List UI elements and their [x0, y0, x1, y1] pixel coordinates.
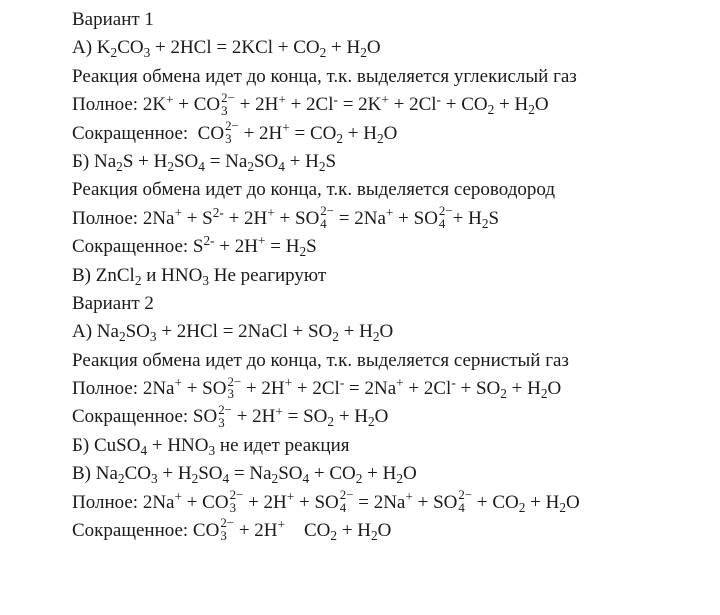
text-line	[72, 148, 712, 176]
text-segment: S	[306, 236, 317, 258]
superscript: -	[436, 91, 441, 107]
text-segment: + H	[362, 463, 397, 485]
ion-charge-index	[458, 489, 472, 515]
text-segment: А) Na	[72, 321, 119, 343]
text-line	[72, 403, 712, 431]
subscript: 2	[360, 45, 367, 61]
text-line	[72, 489, 712, 517]
text-segment: SO	[253, 150, 279, 172]
text-segment: CO	[124, 463, 151, 485]
text-segment: + H	[525, 491, 560, 513]
text-line	[72, 460, 712, 488]
subscript: 2	[299, 244, 307, 260]
text-segment: Вариант 2	[72, 292, 154, 314]
subscript: 3	[149, 329, 157, 345]
ion-index: 3	[227, 386, 234, 402]
superscript: +	[267, 205, 275, 221]
text-segment: + CO	[440, 94, 488, 116]
text-segment: = 2Na	[344, 378, 397, 400]
superscript: +	[282, 119, 290, 135]
subscript: 4	[278, 158, 285, 174]
text-line	[72, 290, 712, 318]
text-segment: не идет реакция	[215, 434, 350, 456]
text-segment: + H	[337, 520, 371, 542]
superscript: -	[451, 375, 456, 391]
superscript: +	[284, 375, 293, 391]
text-line	[72, 63, 712, 91]
text-segment: + 2Cl	[285, 94, 334, 116]
text-segment: = Na	[229, 463, 272, 485]
text-segment: + SO	[274, 207, 320, 229]
text-segment: + H	[338, 321, 373, 343]
text-segment: Б) CuSO	[72, 434, 141, 456]
text-segment: O	[403, 463, 417, 485]
text-segment: + 2H	[241, 378, 285, 400]
text-segment: O	[374, 406, 389, 428]
text-segment: O	[534, 94, 549, 116]
ion-charge-index	[230, 489, 244, 515]
text-segment: Полное: 2K	[72, 94, 167, 116]
text-segment: + H	[157, 463, 192, 485]
text-segment: + 2H	[214, 236, 259, 258]
text-segment: S	[325, 150, 337, 172]
ion-charge-index	[221, 89, 235, 118]
ion-index: 4	[458, 500, 465, 515]
text-segment: = 2K	[337, 94, 382, 116]
superscript: +	[278, 91, 286, 107]
subscript: 4	[302, 471, 310, 487]
text-segment: Вариант 1	[72, 9, 154, 30]
text-line	[72, 432, 712, 460]
text-segment: O	[547, 378, 562, 400]
text-segment: Сокращенное: CO	[72, 520, 220, 542]
superscript: -	[333, 91, 338, 107]
text-segment: Полное: 2Na	[72, 491, 175, 513]
text-segment: + H	[452, 207, 482, 229]
ion-charge: 2−	[339, 487, 354, 503]
text-line	[72, 34, 712, 62]
subscript: 2	[481, 215, 489, 231]
text-segment: Сокращенное: SO	[72, 406, 218, 428]
text-segment: = SO	[282, 406, 328, 428]
text-segment: Реакция обмена идет до конца, т.к. выделяется сероводород	[72, 179, 556, 201]
ion-index: 4	[339, 500, 347, 515]
subscript: 2	[191, 471, 199, 487]
text-segment: = Na	[204, 150, 248, 172]
subscript: 2	[117, 471, 125, 487]
document-body	[72, 6, 712, 545]
text-line	[72, 262, 712, 290]
ion-charge: 2−	[218, 401, 232, 417]
text-segment: + HNO	[147, 434, 209, 456]
text-line	[72, 318, 712, 346]
text-segment: + 2Cl	[388, 94, 437, 116]
text-segment: = H	[265, 236, 300, 258]
ion-charge: 2−	[320, 203, 335, 219]
ion-charge: 2−	[227, 373, 242, 389]
text-segment: Сокращенное: CO	[72, 122, 225, 144]
text-segment: + SO	[412, 491, 458, 513]
text-segment: + SO	[393, 207, 438, 229]
subscript: 2	[318, 158, 326, 174]
superscript: +	[174, 489, 182, 504]
text-segment: + CO	[472, 491, 519, 513]
text-segment: В) Na	[72, 463, 118, 485]
ion-charge: 2−	[458, 487, 473, 503]
superscript: +	[174, 375, 182, 391]
subscript: 2	[332, 329, 339, 345]
text-segment: Полное: 2Na	[72, 378, 175, 400]
superscript: +	[286, 489, 295, 504]
text-segment: O	[383, 122, 398, 144]
text-line	[72, 347, 712, 375]
text-segment: Сокращенное: S	[72, 236, 204, 258]
subscript: 2	[528, 102, 535, 118]
subscript: 2	[371, 528, 378, 544]
ion-index: 4	[438, 216, 446, 232]
subscript: 2	[540, 386, 548, 402]
text-segment: = 2Na	[334, 207, 386, 229]
superscript: 2-	[203, 233, 215, 249]
superscript: -	[339, 375, 345, 391]
text-segment: O	[379, 321, 394, 343]
ion-charge: 2−	[225, 118, 239, 133]
text-segment: Б) Na	[72, 150, 117, 172]
text-segment: O	[565, 491, 580, 513]
superscript: +	[258, 233, 266, 249]
text-segment: SO	[173, 150, 199, 172]
text-segment: + 2HCl = 2KCl + CO	[150, 37, 320, 59]
ion-index: 4	[320, 216, 327, 232]
text-segment: + H	[343, 122, 377, 144]
text-segment: Реакция обмена идет до конца, т.к. выделяется сернистый газ	[72, 349, 569, 371]
subscript: 2	[336, 130, 344, 146]
ion-charge-index	[225, 120, 239, 146]
subscript: 2	[559, 499, 566, 515]
subscript: 3	[150, 471, 158, 487]
subscript: 3	[202, 272, 209, 288]
text-segment: SO	[278, 463, 303, 485]
ion-index: 3	[218, 414, 225, 430]
ion-index: 3	[221, 102, 228, 118]
text-segment: S	[488, 207, 500, 229]
subscript: 2	[368, 414, 375, 430]
ion-charge-index	[320, 205, 334, 231]
text-line	[72, 517, 712, 545]
text-segment: + SO	[455, 378, 501, 400]
text-line	[72, 6, 712, 34]
ion-index: 3	[225, 130, 232, 146]
ion-charge: 2−	[438, 203, 453, 219]
subscript: 2	[271, 471, 279, 487]
superscript: +	[381, 91, 389, 107]
subscript: 2	[327, 414, 335, 430]
text-segment: Полное: 2Na	[72, 207, 175, 229]
text-line	[72, 205, 712, 233]
text-segment: + 2H	[223, 207, 268, 229]
text-segment: CO	[117, 37, 144, 59]
text-segment: + H	[326, 37, 361, 59]
text-segment: + 2HCl = 2NaCl + SO	[156, 321, 333, 343]
text-segment: + 2H	[243, 491, 287, 513]
superscript: 2-	[212, 205, 224, 221]
text-segment: + CO	[173, 94, 221, 116]
superscript: +	[396, 375, 404, 391]
superscript: +	[275, 403, 283, 419]
superscript: +	[405, 489, 413, 504]
text-segment: + S	[181, 207, 213, 229]
subscript: 4	[140, 442, 148, 458]
text-segment: + H	[334, 406, 368, 428]
subscript: 2	[396, 471, 404, 487]
text-segment: + CO	[309, 463, 356, 485]
text-segment: + H	[284, 150, 319, 172]
ion-charge-index	[227, 373, 242, 402]
subscript: 3	[143, 45, 151, 61]
text-segment: = CO	[289, 122, 337, 144]
subscript: 2	[372, 329, 380, 345]
superscript: +	[277, 517, 285, 533]
subscript: 4	[198, 158, 205, 174]
text-segment: Не реагируют	[208, 264, 327, 286]
text-line	[72, 233, 712, 261]
subscript: 2	[247, 158, 254, 174]
text-segment: CO	[285, 520, 331, 542]
ion-index: 3	[220, 528, 227, 544]
text-segment: А) K	[72, 37, 111, 59]
superscript: +	[174, 205, 182, 221]
subscript: 4	[222, 471, 230, 487]
subscript: 2	[118, 329, 126, 345]
text-segment: В) ZnCl	[72, 264, 135, 286]
text-segment: SO	[198, 463, 223, 485]
subscript: 2	[376, 130, 384, 146]
ion-charge: 2−	[229, 487, 244, 503]
text-segment: O	[366, 37, 381, 59]
superscript: +	[166, 91, 174, 107]
text-line	[72, 120, 712, 148]
text-segment: S + H	[122, 150, 168, 172]
text-segment: + CO	[181, 491, 229, 513]
subscript: 2	[116, 158, 123, 174]
text-line	[72, 176, 712, 204]
text-segment: + 2Cl	[292, 378, 340, 400]
subscript: 2	[518, 499, 526, 515]
ion-charge-index	[439, 205, 453, 231]
text-segment: O	[377, 520, 392, 542]
text-segment: = 2Na	[353, 491, 406, 513]
ion-charge: 2−	[221, 89, 235, 105]
text-segment: + 2H	[234, 94, 279, 116]
superscript: +	[385, 205, 394, 221]
text-segment: + 2H	[231, 406, 276, 428]
subscript: 2	[319, 45, 327, 61]
text-segment: Реакция обмена идет до конца, т.к. выделяется углекислый газ	[72, 65, 577, 87]
subscript: 2	[355, 471, 363, 487]
text-segment: + H	[494, 94, 529, 116]
subscript: 2	[487, 102, 495, 118]
ion-charge: 2−	[220, 515, 235, 531]
text-segment: + SO	[294, 491, 339, 513]
subscript: 2	[330, 528, 338, 544]
subscript: 2	[134, 272, 142, 288]
text-line	[72, 375, 712, 403]
text-segment: + SO	[181, 378, 227, 400]
subscript: 3	[208, 442, 216, 458]
ion-index: 3	[229, 500, 237, 515]
ion-charge-index	[220, 517, 234, 543]
text-segment: + H	[506, 378, 541, 400]
subscript: 2	[500, 386, 507, 402]
subscript: 2	[167, 158, 174, 174]
text-segment: + 2H	[238, 122, 283, 144]
ion-charge-index	[218, 401, 232, 430]
text-segment: SO	[125, 321, 150, 343]
text-segment: и HNO	[141, 264, 203, 286]
text-segment: + 2H	[234, 520, 278, 542]
text-line	[72, 91, 712, 119]
text-segment: + 2Cl	[403, 378, 452, 400]
subscript: 2	[110, 45, 118, 61]
ion-charge-index	[340, 489, 354, 515]
